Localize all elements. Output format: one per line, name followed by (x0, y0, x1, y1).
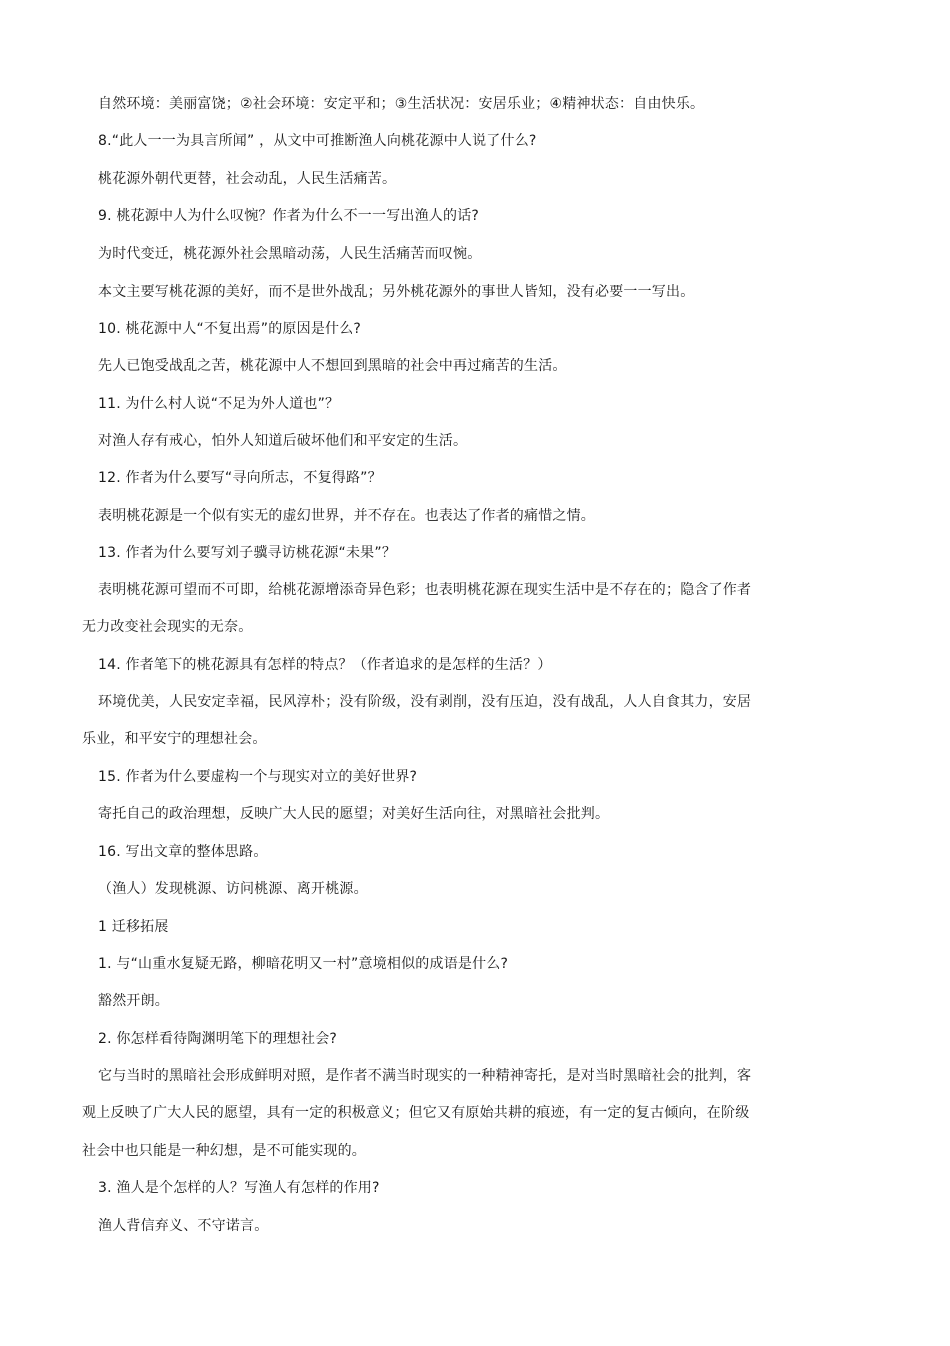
section-heading: 1 迁移拓展 (98, 919, 169, 935)
answer-line: 环境优美，人民安定幸福，民风淳朴；没有阶级，没有剥削，没有压迫，没有战乱，人人自食其力，安居 (98, 694, 752, 710)
answer-line: 桃花源外朝代更替，社会动乱，人民生活痛苦。 (98, 171, 397, 187)
answer-line: 寄托自己的政治理想，反映广大人民的愿望；对美好生活向往，对黑暗社会批判。 (98, 806, 610, 822)
question-line: 12. 作者为什么要写“寻向所志，不复得路”？ (98, 470, 382, 486)
answer-line: 观上反映了广大人民的愿望，具有一定的积极意义；但它又有原始共耕的痕迹，有一定的复古倾向，在阶级 (82, 1105, 750, 1121)
question-line: 3. 渔人是个怎样的人？写渔人有怎样的作用? (98, 1180, 380, 1196)
question-line: 13. 作者为什么要写刘子骥寻访桃花源“未果”？ (98, 545, 397, 561)
answer-line: 乐业，和平安宁的理想社会。 (82, 731, 267, 747)
answer-line: 渔人背信弃义、不守诺言。 (98, 1218, 269, 1234)
answer-line: 表明桃花源可望而不可即，给桃花源增添奇异色彩；也表明桃花源在现实生活中是不存在的；隐含了作者 (98, 582, 752, 598)
question-line: 1. 与“山重水复疑无路，柳暗花明又一村”意境相似的成语是什么? (98, 956, 509, 972)
answer-line: 它与当时的黑暗社会形成鲜明对照，是作者不满当时现实的一种精神寄托，是对当时黑暗社会的批判，客 (98, 1068, 752, 1084)
answer-line: 为时代变迁，桃花源外社会黑暗动荡，人民生活痛苦而叹惋。 (98, 246, 482, 262)
question-line: 8.“此人一一为具言所闻” ，从文中可推断渔人向桃花源中人说了什么? (98, 133, 537, 149)
question-line: 11. 为什么村人说“不足为外人道也”？ (98, 396, 340, 412)
answer-line: 社会中也只能是一种幻想，是不可能实现的。 (82, 1143, 366, 1159)
answer-line: 对渔人存有戒心，怕外人知道后破坏他们和平安定的生活。 (98, 433, 468, 449)
answer-line: 本文主要写桃花源的美好，而不是世外战乱；另外桃花源外的事世人皆知，没有必要一一写出。 (98, 284, 695, 300)
question-line: 9. 桃花源中人为什么叹惋？作者为什么不一一写出渔人的话? (98, 208, 480, 224)
answer-line: 表明桃花源是一个似有实无的虚幻世界，并不存在。也表达了作者的痛惜之情。 (98, 508, 595, 524)
question-line: 14. 作者笔下的桃花源具有怎样的特点？（作者追求的是怎样的生活？） (98, 657, 552, 673)
question-line: 10. 桃花源中人“不复出焉”的原因是什么? (98, 321, 362, 337)
answer-line: 豁然开朗。 (98, 993, 169, 1009)
question-line: 16. 写出文章的整体思路。 (98, 844, 268, 860)
answer-line: 自然环境：美丽富饶；②社会环境：安定平和；③生活状况：安居乐业；④精神状态：自由快乐。 (98, 96, 705, 112)
answer-line: 先人已饱受战乱之苦，桃花源中人不想回到黑暗的社会中再过痛苦的生活。 (98, 358, 567, 374)
question-line: 15. 作者为什么要虚构一个与现实对立的美好世界? (98, 769, 418, 785)
answer-line: 无力改变社会现实的无奈。 (82, 619, 253, 635)
question-line: 2. 你怎样看待陶渊明笔下的理想社会? (98, 1031, 338, 1047)
answer-line: （渔人）发现桃源、访问桃源、离开桃源。 (98, 881, 368, 897)
